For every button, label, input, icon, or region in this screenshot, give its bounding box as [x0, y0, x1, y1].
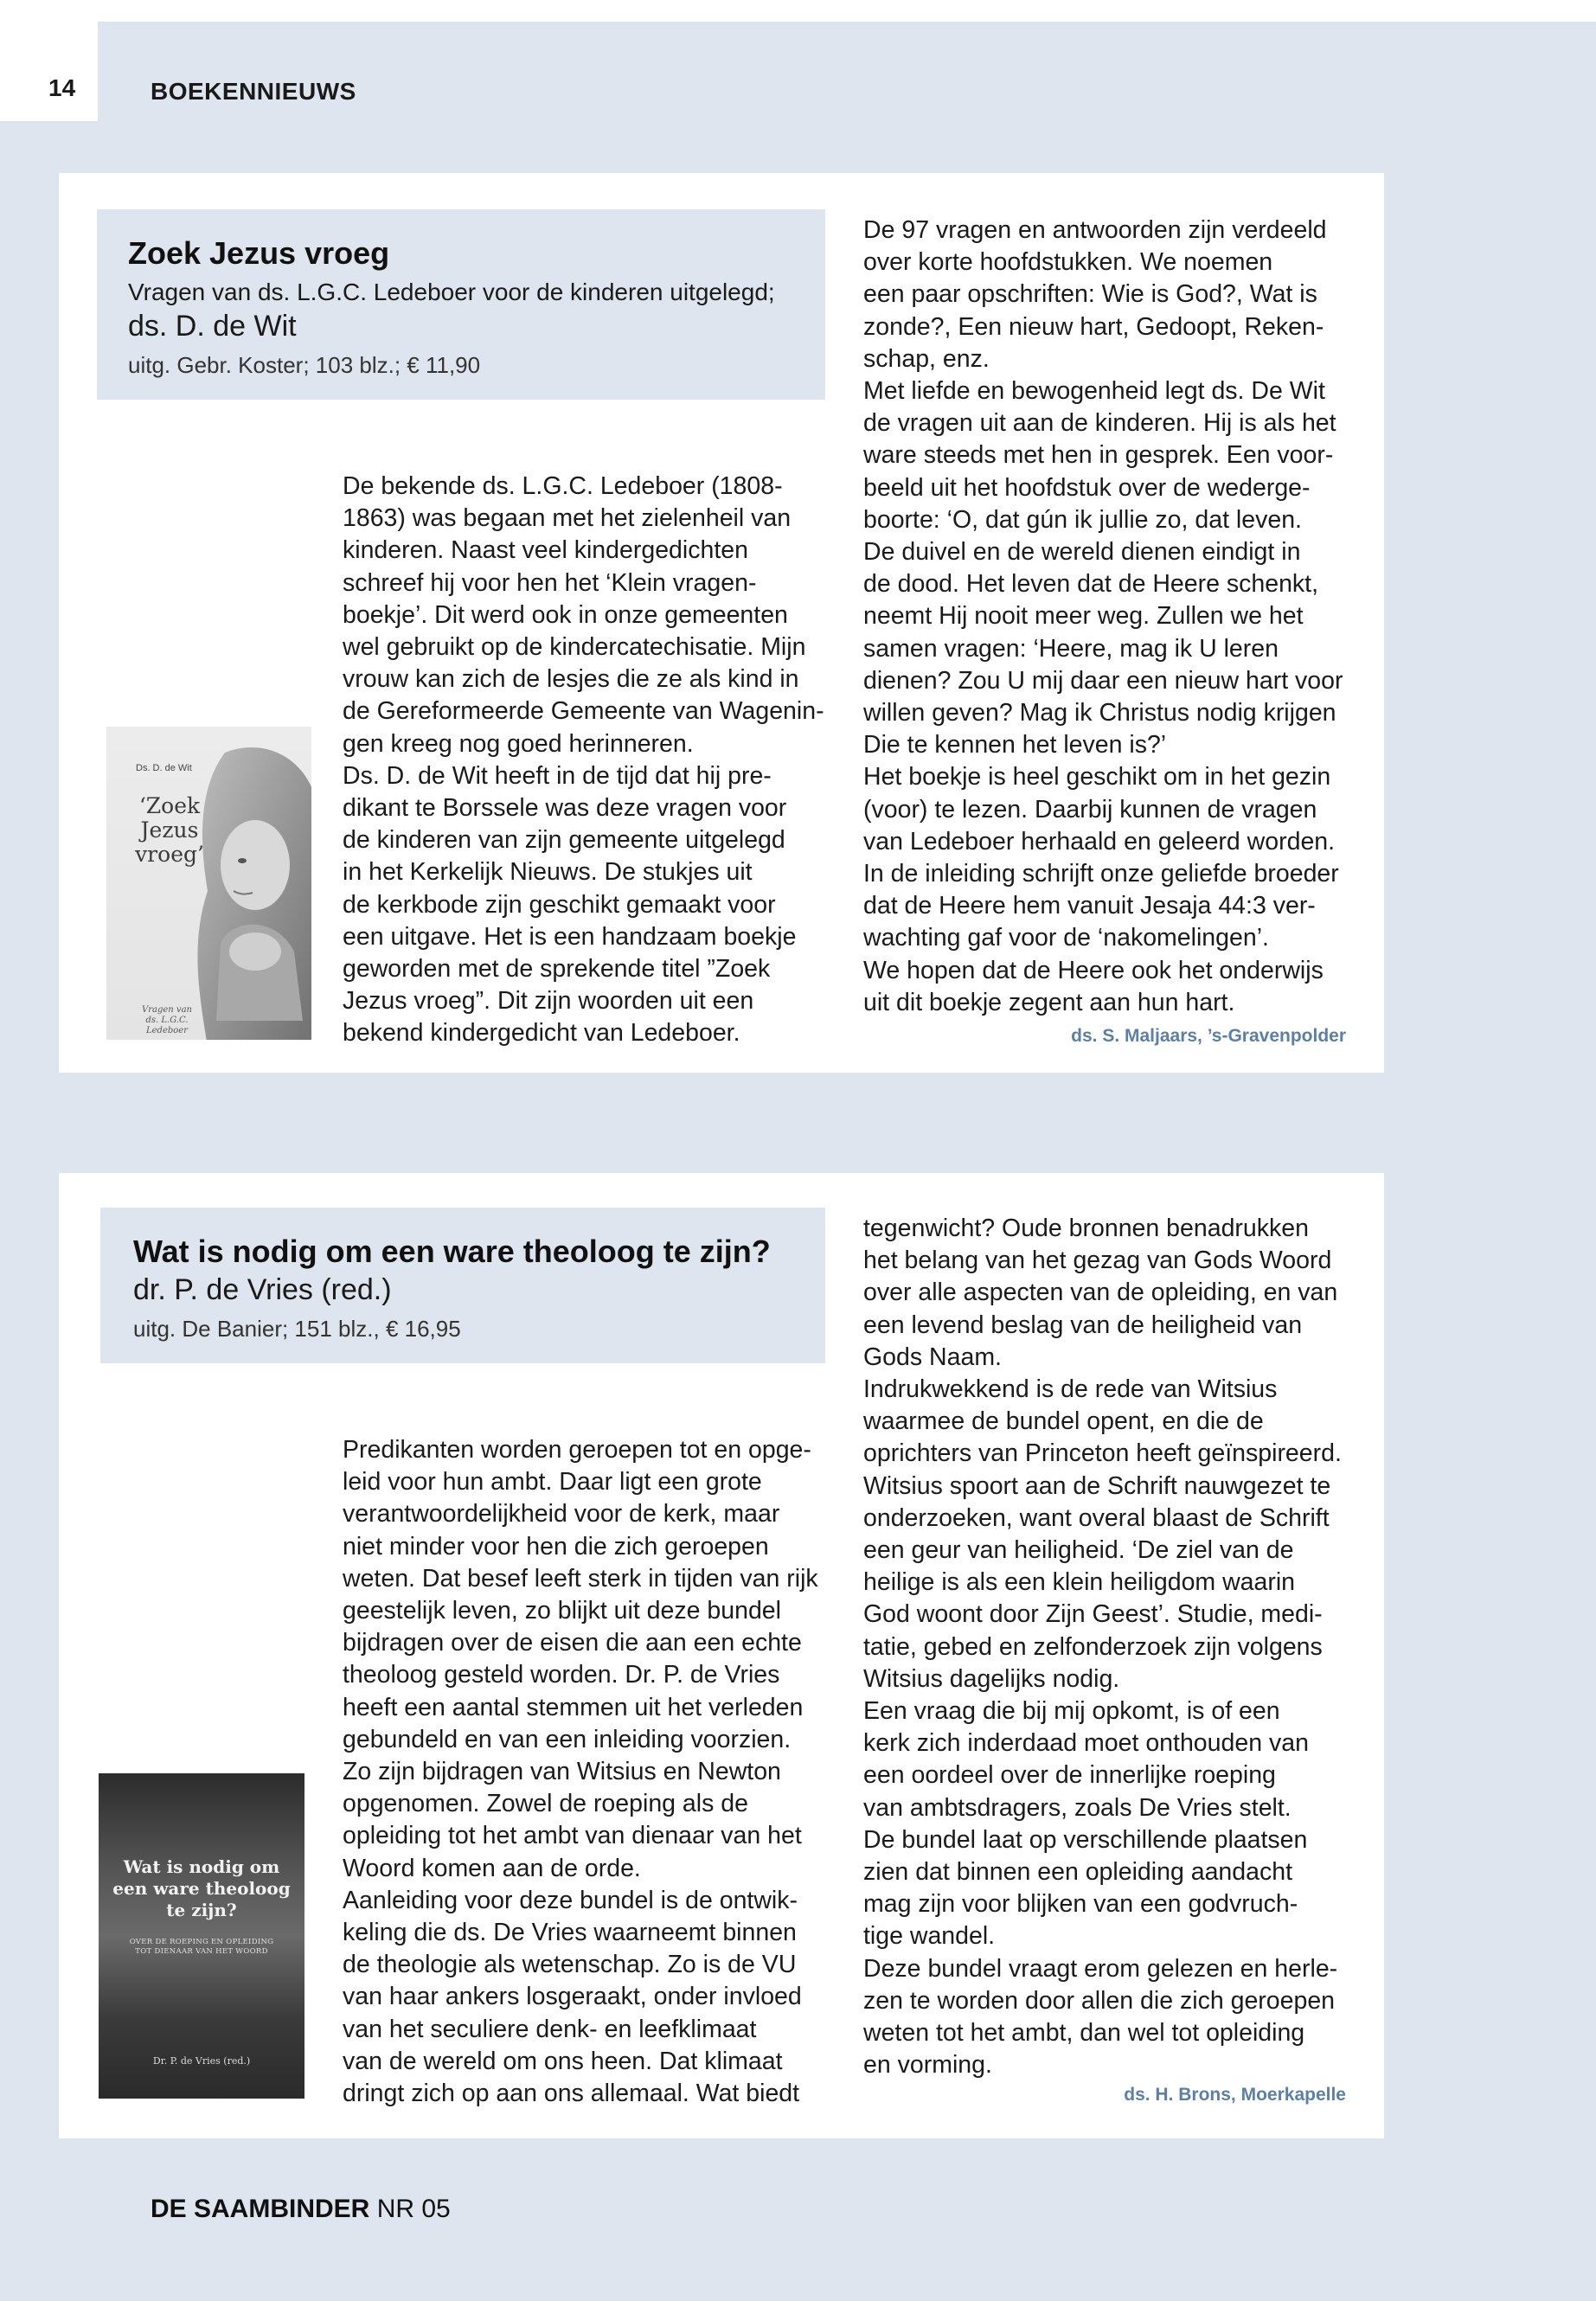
text-line: Zo zijn bijdragen van Witsius en Newton — [343, 1758, 781, 1786]
text-line: waarmee de bundel opent, en die de — [863, 1407, 1264, 1436]
text-line: Indrukwekkend is de rede van Witsius — [863, 1375, 1278, 1404]
text-line: een uitgave. Het is een handzaam boekje — [343, 922, 797, 951]
text-line: kinderen. Naast veel kindergedichten — [343, 536, 748, 565]
review-text-column-2 — [863, 1213, 1365, 2081]
text-line: een paar opschriften: Wie is God?, Wat is — [863, 280, 1317, 309]
text-line: van het seculiere denk- en leefklimaat — [343, 2015, 757, 2043]
text-line: De bundel laat op verschillende plaatsen — [863, 1825, 1308, 1854]
text-line: beeld uit het hoofdstuk over de wederge- — [863, 473, 1311, 502]
top-band — [98, 0, 1596, 22]
book-title: Wat is nodig om een ware theoloog te zijn? — [133, 1234, 771, 1269]
text-line: tige wandel. — [863, 1922, 996, 1951]
text-line: vrouw kan zich de lesjes die ze als kind in — [343, 665, 799, 694]
text-line: uit dit boekje zegent aan hun hart. — [863, 988, 1235, 1016]
book-cover-image — [99, 1773, 304, 2099]
text-line: verantwoordelijkheid voor de kerk, maar — [343, 1500, 780, 1529]
text-line: gen kreeg nog goed herinneren. — [343, 729, 694, 758]
text-line: Deze bundel vraagt erom gelezen en herle- — [863, 1954, 1338, 1983]
text-line: De duivel en de wereld dienen eindigt in — [863, 538, 1301, 567]
text-line: een geur van heiligheid. ‘De ziel van de — [863, 1536, 1294, 1565]
text-line: geestelijk leven, zo blijkt uit deze bundel — [343, 1597, 781, 1625]
text-line: en vorming. — [863, 2051, 992, 2080]
text-line: weten. Dat besef leeft sterk in tijden van rijk — [343, 1564, 818, 1593]
book-title: Zoek Jezus vroeg — [128, 235, 390, 271]
text-line: leid voor hun ambt. Daar ligt een grote — [343, 1468, 762, 1497]
text-line: zonde?, Een nieuw hart, Gedoopt, Reken- — [863, 312, 1324, 341]
text-line: heilige is als een klein heiligdom waarin — [863, 1568, 1296, 1597]
text-line: de theologie als wetenschap. Zo is de VU — [343, 1951, 797, 1979]
text-line: Die te kennen het leven is?’ — [863, 731, 1167, 760]
cover-author: Ds. D. de Wit — [136, 763, 192, 773]
page-number-box — [0, 0, 98, 121]
text-line: oprichters van Princeton heeft geïnspireerd. — [863, 1439, 1342, 1468]
review-text-column-2 — [863, 215, 1365, 1019]
text-line: samen vragen: ‘Heere, mag ik U leren — [863, 634, 1279, 663]
text-line: schap, enz. — [863, 344, 990, 373]
text-line: theoloog gesteld worden. Dr. P. de Vries — [343, 1661, 780, 1689]
cover-title: Wat is nodig om een ware theoloog te zijn? — [112, 1856, 291, 1920]
text-line: zen te worden door allen die zich geroepen — [863, 1986, 1336, 2015]
text-line: de kerkbode zijn geschikt gemaakt voor — [343, 890, 776, 919]
text-line: Ds. D. de Wit heeft in de tijd dat hij pre- — [343, 761, 772, 790]
review-card-1 — [59, 173, 1384, 1073]
text-line: tatie, gebed en zelfonderzoek zijn volgens — [863, 1632, 1323, 1661]
text-line: Witsius dagelijks nodig. — [863, 1664, 1120, 1693]
text-line: Aanleiding voor deze bundel is de ontwik- — [343, 1886, 798, 1914]
text-line: onderzoeken, want overal blaast de Schrift — [863, 1503, 1330, 1532]
text-line: Jezus vroeg”. Dit zijn woorden uit een — [343, 987, 754, 1016]
text-line: dringt zich op aan ons allemaal. Wat biedt — [343, 2080, 800, 2108]
text-line: willen geven? Mag ik Christus nodig krijgen — [863, 699, 1336, 727]
text-line: een levend beslag van de heiligheid van — [863, 1311, 1303, 1339]
text-line: van de wereld om ons heen. Dat klimaat — [343, 2047, 783, 2075]
text-line: van haar ankers losgeraakt, onder invloed — [343, 1983, 802, 2011]
text-line: zien dat binnen een opleiding aandacht — [863, 1858, 1292, 1887]
text-line: De bekende ds. L.G.C. Ledeboer (1808- — [343, 472, 783, 500]
text-line: bijdragen over de eisen die aan een echte — [343, 1629, 802, 1657]
text-line: de vragen uit aan de kinderen. Hij is als het — [863, 409, 1336, 438]
text-line: opleiding tot het ambt van dienaar van het — [343, 1822, 802, 1850]
text-line: kerk zich inderdaad moet onthouden van — [863, 1729, 1309, 1758]
text-line: boorte: ‘O, dat gún ik jullie zo, dat leven. — [863, 505, 1302, 534]
text-line: Gods Naam. — [863, 1343, 1002, 1371]
text-line: (voor) te lezen. Daarbij kunnen de vragen — [863, 795, 1317, 824]
text-line: tegenwicht? Oude bronnen benadrukken — [863, 1215, 1309, 1242]
text-line: De 97 vragen en antwoorden zijn verdeeld — [863, 216, 1327, 244]
text-line: de dood. Het leven dat de Heere schenkt, — [863, 570, 1319, 599]
footer-issue: NR 05 — [369, 2195, 451, 2223]
text-line: de kinderen van zijn gemeente uitgelegd — [343, 826, 785, 855]
text-line: heeft een aantal stemmen uit het verleden — [343, 1693, 804, 1721]
text-line: een oordeel over de innerlijke roeping — [863, 1761, 1276, 1790]
text-line: God woont door Zijn Geest’. Studie, medi- — [863, 1600, 1323, 1629]
book-author: dr. P. de Vries (red.) — [133, 1273, 392, 1306]
text-line: niet minder voor hen die zich geroepen — [343, 1532, 769, 1561]
text-line: geworden met de sprekende titel ”Zoek — [343, 955, 771, 984]
book-publisher: uitg. De Banier; 151 blz., € 16,95 — [133, 1316, 461, 1342]
text-line: weten tot het ambt, dan wel tot opleiding — [863, 2019, 1305, 2048]
review-text-column-1 — [343, 471, 844, 1050]
text-line: in het Kerkelijk Nieuws. De stukjes uit — [343, 858, 753, 887]
text-line: over korte hoofdstukken. We noemen — [863, 248, 1273, 277]
text-line: van ambtsdragers, zoals De Vries stelt. — [863, 1793, 1292, 1822]
reviewer-signature: ds. H. Brons, Moerkapelle — [1124, 2085, 1346, 2105]
text-line: het belang van het gezag van Gods Woord — [863, 1247, 1332, 1275]
page-number: 14 — [48, 74, 76, 101]
text-line: mag zijn voor blijken van een godvruch- — [863, 1890, 1298, 1919]
text-line: 1863) was begaan met het zielenheil van — [343, 504, 792, 533]
text-line: Het boekje is heel geschikt om in het gezin — [863, 763, 1331, 792]
cover-footer: Vragen van ds. L.G.C. Ledeboer — [142, 1005, 192, 1035]
text-line: opgenomen. Zowel de roeping als de — [343, 1790, 748, 1818]
text-line: Predikanten worden geroepen tot en opge- — [343, 1436, 811, 1464]
text-line: Witsius spoort aan de Schrift nauwgezet te — [863, 1471, 1331, 1500]
text-line: We hopen dat de Heere ook het onderwijs — [863, 956, 1324, 984]
girl-portrait-icon — [173, 735, 311, 1040]
review-card-2 — [59, 1173, 1384, 2138]
cover-title: ‘Zoek Jezus vroeg’ — [135, 793, 204, 867]
text-line: wachting gaf voor de ‘nakomelingen’. — [863, 924, 1269, 952]
book-cover-image — [106, 727, 311, 1040]
text-line: de Gereformeerde Gemeente van Wagenin- — [343, 697, 824, 726]
footer-brand: DE SAAMBINDER — [151, 2195, 370, 2223]
reviewer-signature: ds. S. Maljaars, ’s-Gravenpolder — [1071, 1026, 1346, 1046]
text-line: wel gebruikt op de kindercatechisatie. Mijn — [343, 633, 806, 662]
text-line: gebundeld en van een inleiding voorzien. — [343, 1725, 792, 1753]
review-header — [97, 209, 825, 400]
text-line: dienen? Zou U mij daar een nieuw hart voor — [863, 666, 1343, 695]
cover-author: Dr. P. de Vries (red.) — [152, 2055, 251, 2067]
text-line: ware steeds met hen in gesprek. Een voor- — [863, 441, 1334, 470]
text-line: In de inleiding schrijft onze geliefde broeder — [863, 860, 1339, 888]
review-header — [100, 1208, 825, 1363]
text-line: boekje’. Dit werd ook in onze gemeenten — [343, 600, 788, 629]
text-line: van Ledeboer herhaald en geleerd worden. — [863, 827, 1336, 856]
text-line: dikant te Borssele was deze vragen voor — [343, 794, 787, 823]
text-line: Een vraag die bij mij opkomt, is of een — [863, 1697, 1280, 1726]
text-line: Met liefde en bewogenheid legt ds. De Wit — [863, 377, 1325, 406]
text-line: schreef hij voor hen het ‘Klein vragen- — [343, 568, 757, 597]
cover-subtitle: OVER DE ROEPING EN OPLEIDING TOT DIENAAR VAN HET WOORD — [129, 1938, 274, 1956]
text-line: Woord komen aan de orde. — [343, 1854, 641, 1882]
review-text-column-1 — [343, 1434, 844, 2110]
section-title: BOEKENNIEUWS — [151, 78, 356, 105]
text-line: neemt Hij nooit meer weg. Zullen we het — [863, 602, 1304, 631]
page-footer — [151, 2195, 451, 2224]
text-line: keling die ds. De Vries waarneemt binnen — [343, 1919, 797, 1947]
text-line: bekend kindergedicht van Ledeboer. — [343, 1019, 740, 1048]
text-line: dat de Heere hem vanuit Jesaja 44:3 ver- — [863, 892, 1316, 920]
book-author: ds. D. de Wit — [128, 310, 297, 343]
text-line: over alle aspecten van de opleiding, en van — [863, 1279, 1338, 1307]
book-subtitle: Vragen van ds. L.G.C. Ledeboer voor de kinderen uitgelegd; — [128, 279, 775, 305]
book-publisher: uitg. Gebr. Koster; 103 blz.; € 11,90 — [128, 352, 481, 378]
